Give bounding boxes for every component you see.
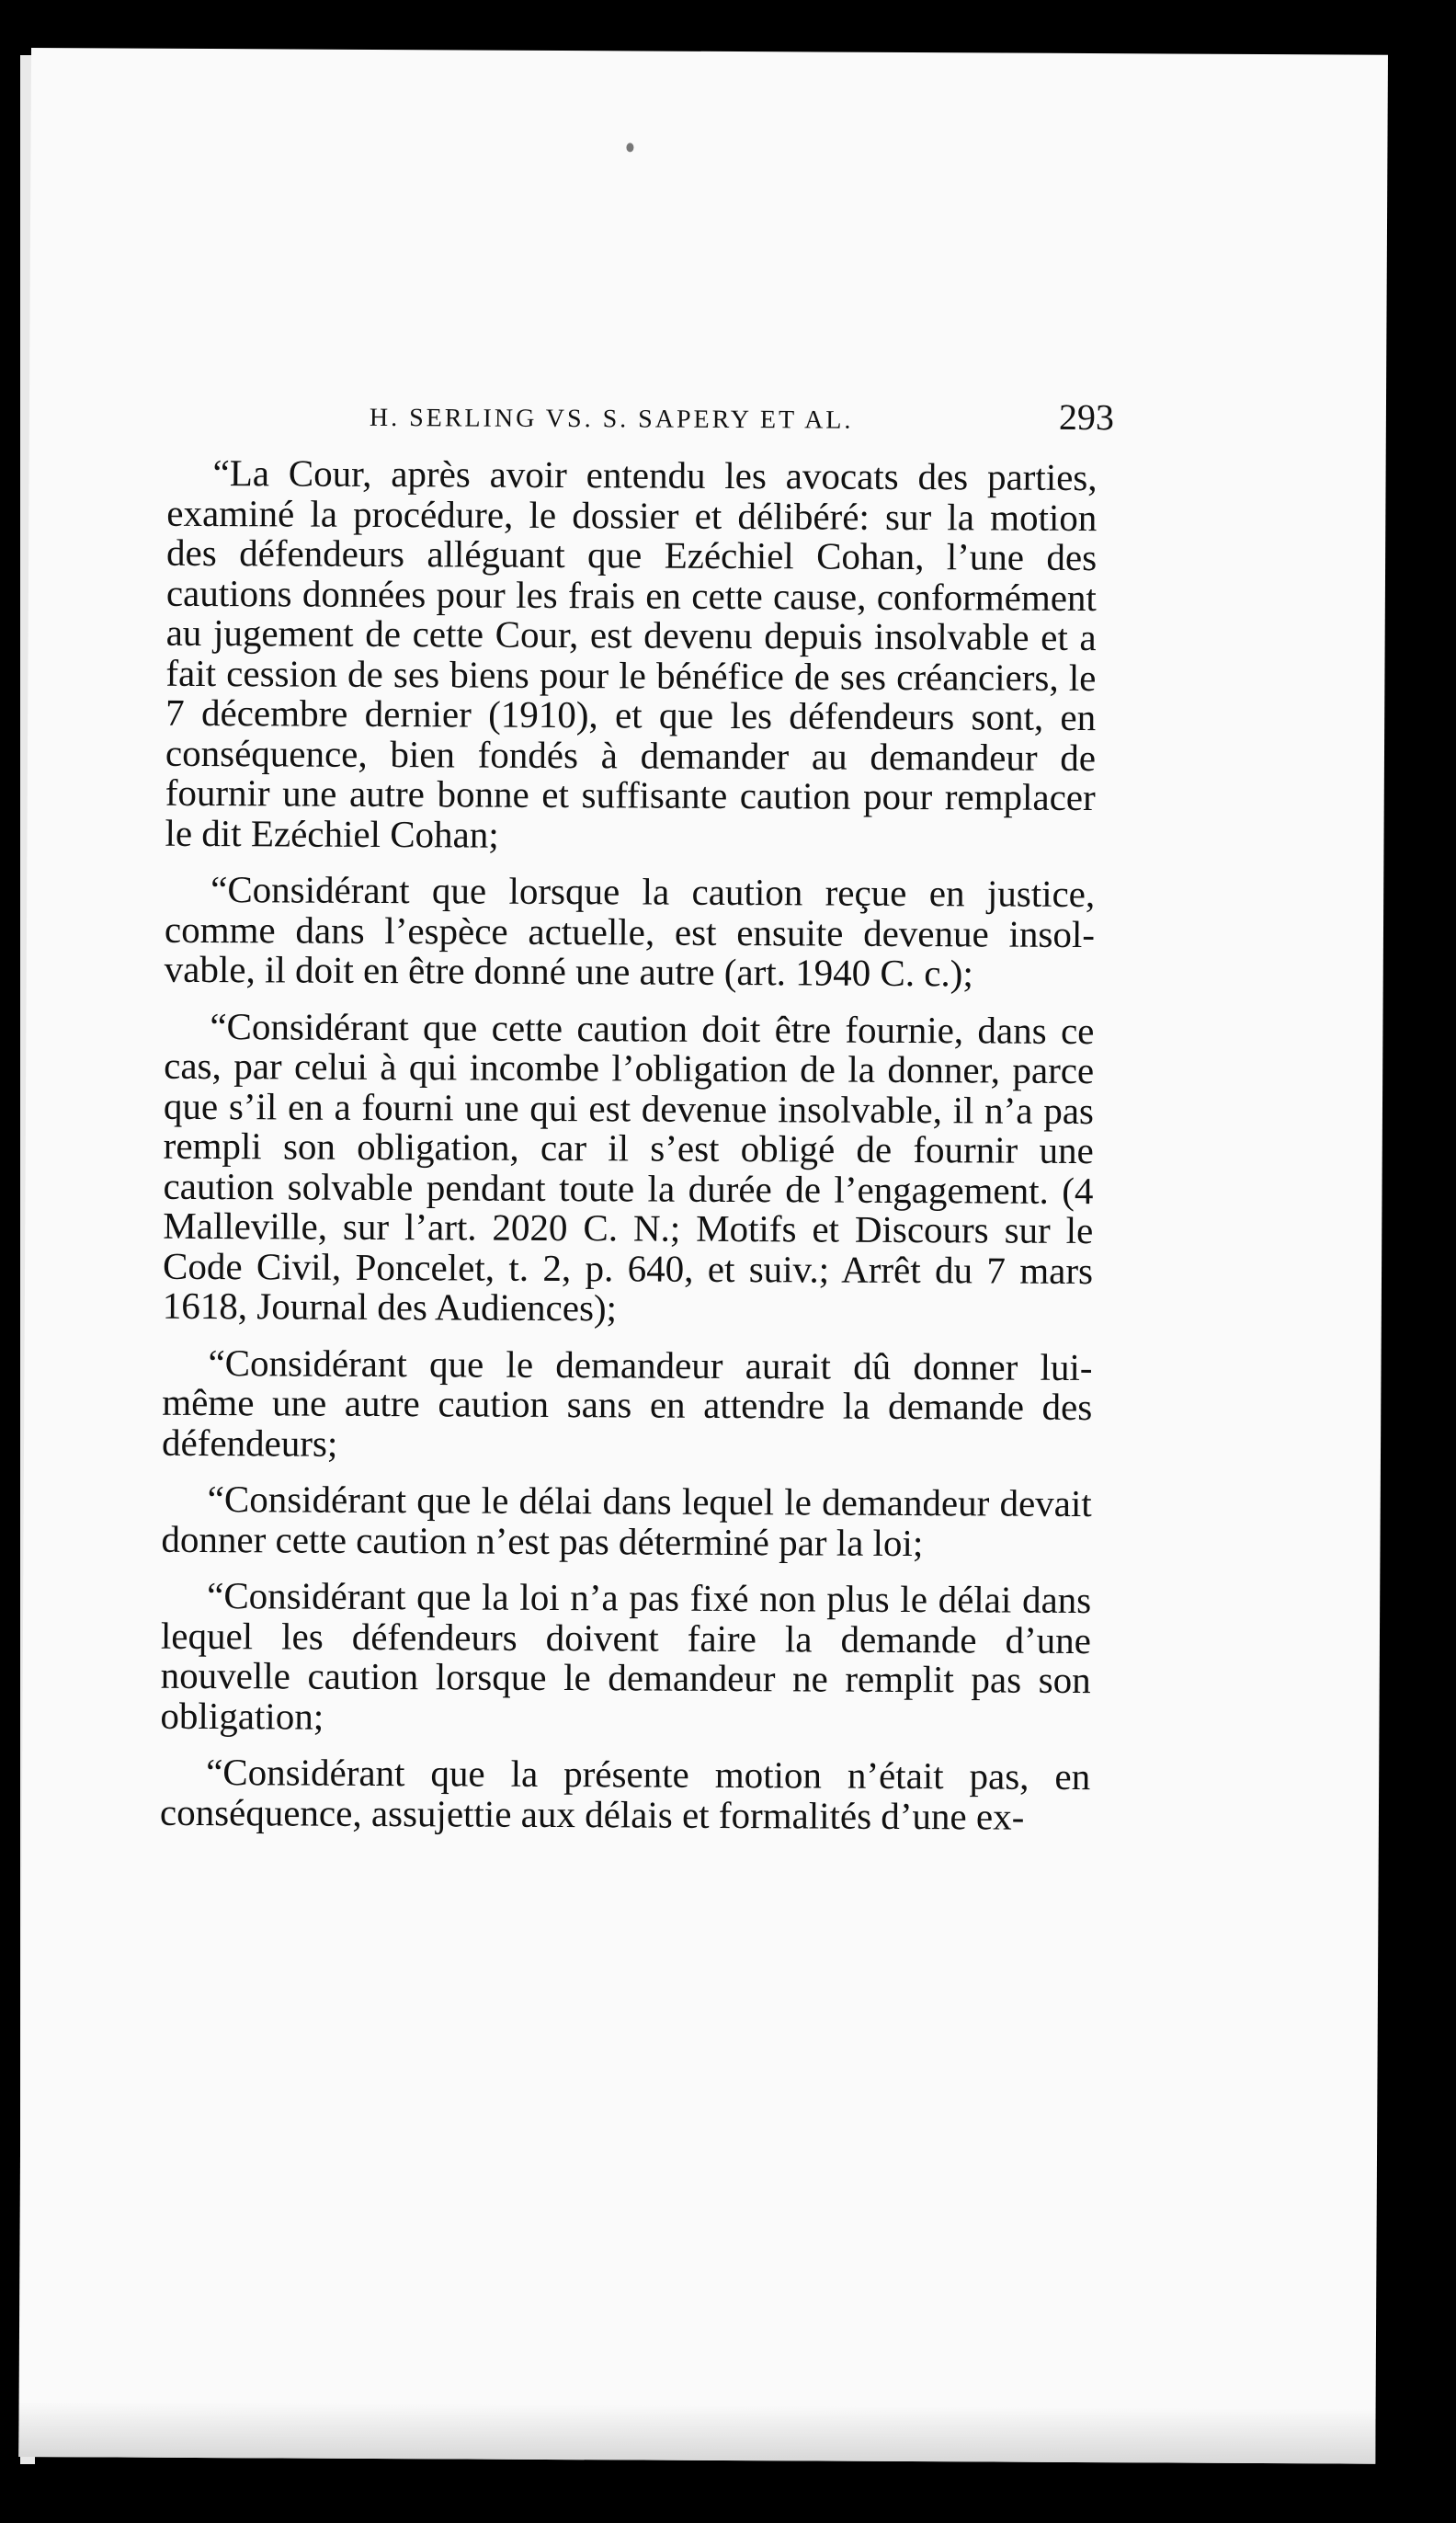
running-header [370, 392, 1114, 439]
running-title: H. SERLING VS. S. SAPERY ET AL. [369, 403, 854, 435]
paragraph-considerant-6: “Considérant que la présente motion n’était pas, en conséquence, assujettie aux délais et formalités d’une ex- [159, 1751, 1091, 1838]
paragraph-considerant-5: “Considérant que la loi n’a pas fixé non plus le délai dans lequel les défendeurs doivent faire la demande d’une nouvelle caution lorsque le demandeur ne remplit pas son obligation; [160, 1574, 1092, 1738]
paragraph-considerant-4: “Considérant que le délai dans lequel le demandeur devait donner cette caution n’est pas déterminé par la loi; [161, 1478, 1092, 1564]
body-text [160, 453, 1098, 1854]
page-bottom-shadow [18, 2402, 1375, 2464]
paragraph-la-cour: “La Cour, après avoir entendu les avocats des parties, examiné la procédure, le dossier et délibéré: sur la motion des défendeurs alléguant que Ezéchiel Cohan, l’une des cautions données pour les frais en cette cause, conformément au jugement de cette Cour, est devenu depuis insolvable et a fait cession de ses biens pour le bénéfice de ses créanciers, le 7 décembre dernier (1910), et que les défendeurs sont, en conséquence, bien fondés à demander au demandeur de fournir une autre bonne et suffisante caution pour remplacer le dit Ezéchiel Cohan; [165, 451, 1098, 856]
paragraph-considerant-1: “Considérant que lorsque la caution reçue en justice, comme dans l’espèce actuelle, est ensuite devenue insolvable, il doit en être donné une autre (art. 1940 C. c.); [164, 868, 1096, 995]
ink-speck [626, 143, 633, 152]
page-number: 293 [1058, 395, 1115, 439]
book-page [18, 48, 1388, 2464]
paragraph-considerant-2: “Considérant que cette caution doit être fournie, dans ce cas, par celui à qui incombe l’obligation de la donner, parce que s’il en a fourni une qui est devenue insolvable, il n’a pas rempli son obligation, car il s’est obligé de fournir une caution solvable pendant toute la durée de l’engagement. (4 Malleville, sur l’art. 2020 C. N.; Motifs et Discours sur le Code Civil, Poncelet, t. 2, p. 640, et suiv.; Arrêt du 7 mars 1618, Journal des Audiences); [162, 1004, 1095, 1330]
paragraph-considerant-3: “Considérant que le demandeur aurait dû donner lui-même une autre caution sans en attendre la demande des défendeurs; [161, 1341, 1093, 1465]
